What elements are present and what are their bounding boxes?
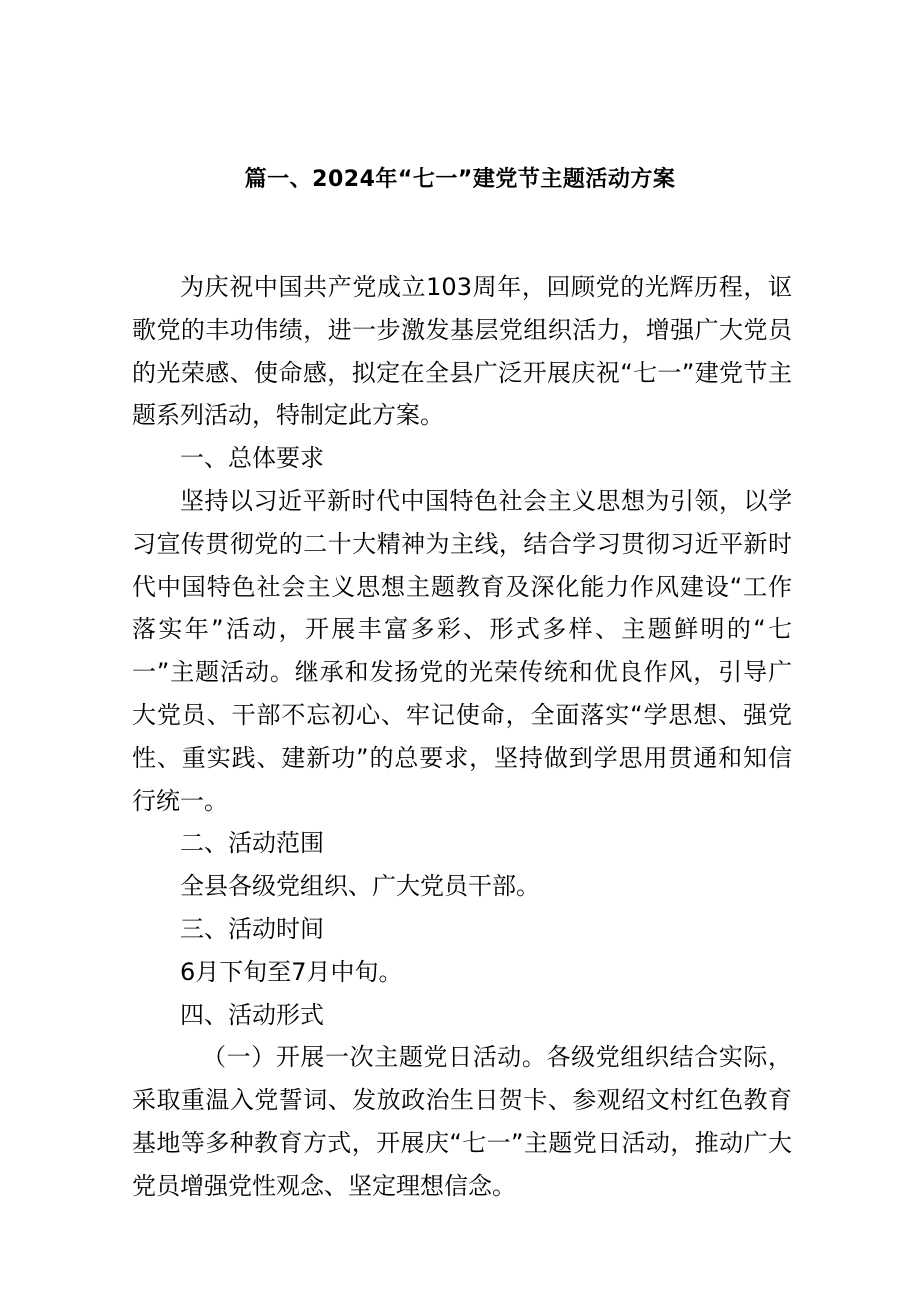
section-heading-general-requirements: 一、总体要求 bbox=[180, 444, 324, 473]
section-content-activity-scope: 全县各级党组织、广大党员干部。 bbox=[180, 872, 540, 901]
section-content-activity-time: 6月下旬至7月中旬。 bbox=[180, 957, 403, 986]
section-heading-activity-time: 三、活动时间 bbox=[180, 914, 324, 943]
section-heading-activity-form: 四、活动形式 bbox=[180, 1000, 324, 1029]
intro-paragraph: 为庆祝中国共产党成立103周年，回顾党的光辉历程，讴歌党的丰功伟绩，进一步激发基层党组织活力，增强广大党员的光荣感、使命感，拟定在全县广泛开展庆祝“七一”建党节主题系列活动，特制定此方案。 bbox=[132, 273, 792, 430]
document-title: 篇一、2024年“七一”建党节主题活动方案 bbox=[244, 167, 676, 192]
section-content-activity-form: （一）开展一次主题党日活动。各级党组织结合实际，采取重温入党誓词、发放政治生日贺卡、参观绍文村红色教育基地等多种教育方式，开展庆“七一”主题党日活动，推动广大党员增强党性观念、坚定理想信念。 bbox=[132, 1043, 792, 1200]
document-body bbox=[132, 266, 792, 1208]
section-heading-activity-scope: 二、活动范围 bbox=[180, 829, 324, 858]
section-content-general-requirements: 坚持以习近平新时代中国特色社会主义思想为引领，以学习宣传贯彻党的二十大精神为主线，结合学习贯彻习近平新时代中国特色社会主义思想主题教育及深化能力作风建设“工作落实年”活动，开展丰富多彩、形式多样、主题鲜明的“七一”主题活动。继承和发扬党的光荣传统和优良作风，引导广大党员、干部不忘初心、牢记使命，全面落实“学思想、强党性、重实践、建新功”的总要求，坚持做到学思用贯通和知信行统一。 bbox=[132, 486, 792, 815]
